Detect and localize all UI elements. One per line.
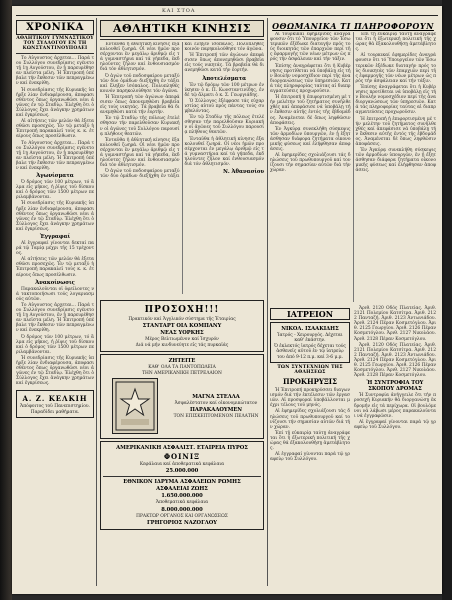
chronika-paragraph: Αἱ αἰτήσεις τῶν μελῶν θά ἐξετασθῶσι προσεχῶς. Ἐν τῷ μεταξύ ἡ Ἐπιτροπή παρακαλεῖ τούς κ. κ. ἑταίρους ὅπως προσέλθωσιν. [16, 257, 94, 278]
chronika-paragraph: Αἱ ἐγγραφαί γίνονται δεκταί παρά τῷ Ταμίᾳ μέχρι τῆς 15 τρέχοντος. [16, 241, 94, 257]
prosochi-title: ΠΡΟΣΟΧΗ!!! [144, 305, 220, 315]
athletic-paragraph: Ἐν τῷ Σταδίῳ τῆς πόλεως ἐτελέσθησαν τήν παρελθοῦσαν Κυριακήν οἱ ἀγῶνες τοῦ Συλλόγου παρουσίᾳ πλήθους θεατῶν. [184, 115, 264, 136]
rome-ad-line: Ἀποθεματικά κεφάλαια [155, 500, 209, 506]
doctor-advertisement [270, 322, 350, 363]
kelkiis-ad-text: Ἀπόφοιτος τοῦ Πανεπιστημίου. Παραδίδει μαθήματα. [20, 404, 90, 415]
petroleum-ad-line: ΚΑΘ' ΟΛΑ ΤΑ ΠΑΝΤΟΠΩΛΕΙΑ [148, 365, 216, 371]
chronika-paragraph: Ὁ δρόμος τῶν 100 μέτρων, τό ἅλμα εἰς μῆκος, ἡ ῥῖψις τοῦ δίσκου καί ὁ δρόμος τῶν 1500 μέτρων περιλαμβάνονται. [16, 180, 94, 201]
chronika-paragraph: Αἱ αἰτήσεις τῶν μελῶν θά ἐξετασθῶσι προσεχῶς. Ἐν τῷ μεταξύ ἡ Ἐπιτροπή παρακαλεῖ τούς κ. κ. ἑταίρους ὅπως προσέλθωσιν. [16, 119, 94, 140]
ottoman-paragraph: Αἱ τουρκικαί ἐφημερίδες ἀναγράφουσιν ὅτι τό Ὑπουργεῖον τῶν Ἐσωτερικῶν ἐξέδωκε διαταγήν πρός τούς διοικητάς τῶν ἐπαρχιῶν περί τῆς ἐφαρμογῆς τῶν νέων μέτρων ὡς πρός τήν ἀσφάλειαν καί τήν τάξιν. [270, 32, 351, 63]
phoenix-brand: ΦΟΙΝΙΞ [163, 452, 201, 462]
petroleum-ad-line: Ἀσφαλέστατον καί οἰκονομικώτατον [174, 400, 258, 406]
chronika-subhead: ΑΘΛΗΤΙΚΟΥ ΓΥΜΝΑΣΤΙΚΟΥ ΤΟΥ ΣΥΛΛΟΓΟΥ ΕΝ ΤΗ ΚΩΝΣΤΑΝΤΙΝΟΥΠΟΛΕΙ [16, 36, 94, 51]
notice-paragraph: Αἱ ἐφημερίδες σχολιάζουσι τάς δηλώσεις τοῦ πρωθυπουργοῦ καί τονίζουσι τήν σημασίαν αὐτῶν διά τήν χώραν. [270, 409, 351, 430]
doctor-text: Ἰατρός - Χειρουργός. Δέχεται καθ' ἑκάστην. [277, 333, 343, 344]
divider [100, 39, 264, 40]
athletic-paragraph: Ὁ ἀγών τοῦ ποδοσφαίρου μεταξύ τῶν δύο ὁμάδων διεξήχθη ἐν τάξει καί ἔληξεν ἰσόπαλος. Πολυπληθές κοινόν παρηκολούθησε τόν ἀγῶνα. [100, 73, 180, 94]
chronika-paragraph: Ἡ συνεδρίασις τῆς Κυριακῆς ὑπῆρξε λίαν ἐνδιαφέρουσα, ἀποφασισθέντος ὅπως ὀργανωθῶσι νέοι ἀγῶνες ἐν τῷ Σταδίῳ. Ἐλέχθη ὅτι ὁ Σύλλογος ἔχει ἀνάγκην χρημάτων καί ἐγκρίσεως. [16, 87, 94, 119]
petroleum-brand: ΜΑΓΝΑ ΣΤΕΛΛΑ [192, 393, 240, 400]
kelkiis-ad-title: Α. Ζ. ΚΕΛΚΙΗ [22, 394, 88, 404]
petroleum-ad-body [103, 376, 261, 436]
standard-oil-line: Μέρος Βελτιωμένον καί Ἰσχυρόν [145, 337, 219, 343]
athletic-paragraph: Ἐν τῷ δρόμῳ τῶν 100 μέτρων ἐνίκησεν ὁ κ. Π. Κωνσταντινίδης, ἐν δέ τῷ ἅλματι ὁ κ. Σ. Γεωργιάδης. [184, 82, 264, 98]
doctor-name: ΝΙΚΟΛ. ΙΣΑΑΚΙΔΗΣ [281, 326, 339, 332]
agent-line: ΠΡΑΚΤΩΡ ΟΡΓΑΝΟΣ ΚΑΙ ΟΡΓΑΝΩΣΕΩΣ [136, 513, 228, 519]
rome-insurance-title: ΕΘΝΙΚΟΝ ΙΔΡΥΜΑ ΑΣΦΑΛΕΙΩΝ ΡΩΜΗΣ [123, 479, 241, 486]
standard-oil-brand: ΣΤΑΝΤΑΡΤ ΟΙΛ ΚΟΜΠΑΝΥ [142, 323, 222, 330]
chronika-paragraph: Το Αὐγουστος ἀρχεται... Παρά του Συλλόγου συνεδρίασις εγένετο τῇ 1ῃ Αυγούστου, ἐν ᾗ παρευρέθησαν πλεῖστα μέλη. Ἡ Ἐπιτροπή ὑπέβαλε τήν ἔκθεσιν τῶν πεπραγμένων καί ἐνεκρίθη. [16, 56, 94, 87]
petroleum-ad-title: ΖΗΤΕΙΤΕ [168, 358, 196, 365]
ottoman-paragraph: Ἡ ἐπιτροπή ἡ ἐπιφορτισμένη μέ τήν μελέτην τοῦ ζητήματος συνῆλθε χθές καί ἀπεφάσισε νά ὑποβάλῃ τήν ἔκθεσιν αὐτῆς ἐντός τῆς ἑβδομάδος. Ἀναμένεται δέ ὅπως ληφθῶσιν ἀποφάσεις. [270, 95, 351, 126]
syntrofia-heading: Ἡ ΣΥΝΤΡΟΦΙΑ ΤΟΥ ΣΚΟΠΟΥ ΔΡΟΜΑΣ [366, 380, 424, 393]
athletic-paragraph: Ἐνταῦθα ἡ ἀθλητική κίνησις ἐξακολουθεῖ ζωηρά. Οἱ νέοι ἡμῶν προσέρχονται ἐν μεγάλῳ ἀριθμῷ εἰς τά γυμναστήρια καί τά γήπεδα, ἐκδηλοῦντες ζῆλον καί ἐνθουσιασμόν διά τόν ἀθλητισμόν. [184, 136, 264, 167]
syntrofia-paragraph: Ἡ Συντροφία ἀνήγγειλε ὅτι τήν προσεχῆ Κυριακήν θά διοργανώσῃ ἐκδρομήν εἰς τά περίχωρα. Οἱ βουλόμενοι νά λάβωσι μέρος παρακαλοῦνται νά ἐγγραφῶσιν. [354, 393, 436, 419]
ottoman-paragraph: Ἐπίσης ἀναγράφεται ὅτι ἡ Κυβέρνησις προτίθεται νά ὑποβάλῃ εἰς τήν Βουλήν νομοσχέδιον περί τῆς ἀναδιοργανώσεως τῶν ὑπηρεσιῶν. Κατά τάς πληροφορίας ταύτας αἱ διαπραγματεύσεις προχωροῦσιν. [355, 84, 436, 116]
ottoman-text-block [270, 32, 436, 302]
divider [103, 476, 261, 477]
star-tin-can-icon [112, 378, 158, 434]
phoenix-amount: 25.000.000 [165, 468, 199, 475]
chronika-heading: Ἀνακοίνωσις [35, 279, 75, 286]
newspaper-page [12, 6, 442, 594]
petroleum-advertisement [100, 354, 264, 439]
phoenix-insurance-advertisement [100, 441, 264, 530]
athletic-paragraph: Ἡ Ἐπιτροπή τῶν ἀγώνων ἀπεφάσισεν ὅπως ἀπονεμηθῶσι βραβεῖα εἰς τούς νικητάς. Τά βραβεῖα θά διανεμηθῶσι κατά τήν ἑορτήν. [184, 53, 264, 74]
ottoman-paragraph: Ἐν Ἀγκύρᾳ συνεκλήθη σύσκεψις τῶν ἁρμοδίων ὑπουργῶν, ἐν ᾗ ἐξητάσθησαν διάφορα ζητήματα οἰκονομικῆς φύσεως καί ἐλήφθησαν ἀποφάσεις. [355, 148, 436, 174]
chronika-heading: Ἀγωνίσματα [36, 173, 74, 180]
athletic-paragraph: Ὁ ἀγών τοῦ ποδοσφαίρου μεταξύ τῶν δύο ὁμάδων διεξήχθη ἐν τάξει καί ἔληξεν ἰσόπαλος. Πολυπληθές κοινόν παρηκολούθησε τόν ἀγῶνα. [100, 42, 264, 180]
ottoman-lower-right [354, 306, 436, 463]
ottoman-masthead: ΟΘΩΜΑΝΙΚΑ ΤΙ ΠΛΗΡΟΦΟΡΟΥΝ [272, 21, 434, 31]
ottoman-lower-section [270, 306, 436, 463]
divider [16, 53, 94, 54]
notice-paragraph: Ἐπί τῇ εὐκαιρίᾳ ταύτῃ ἀναγράφεται ὅτι ἡ ἐξωτερική πολιτική τῆς χώρας θά ἐξακολουθήσῃ ἀμετάβλητος. [270, 430, 351, 452]
ottoman-paragraph: Αἱ τουρκικαί ἐφημερίδες ἀναγράφουσιν ὅτι τό Ὑπουργεῖον τῶν Ἐσωτερικῶν ἐξέδωκε διαταγήν πρός τούς διοικητάς τῶν ἐπαρχιῶν περί τῆς ἐφαρμογῆς τῶν νέων μέτρων ὡς πρός τήν ἀσφάλειαν καί τήν τάξιν. [355, 53, 436, 84]
iatreion-title: ΙΑΤΡΕΙΟΝ [270, 308, 350, 320]
standard-oil-brand-city: ΝΕΑΣ ΥΟΡΚΗΣ [160, 330, 204, 337]
chronika-paragraph: Παρακαλοῦνται οἱ ὀφείλοντες νά τακτοποιήσωσι τούς λογαριασμούς αὐτῶν. [16, 286, 94, 302]
chronika-paragraph: Ὁ δρόμος τῶν 100 μέτρων, τό ἅλμα εἰς μῆκος, ἡ ῥῖψις τοῦ δίσκου καί ὁ δρόμος τῶν 1500 μέτρων περιλαμβάνονται. [16, 334, 94, 355]
chronika-heading: Ἐγγραφαί [39, 234, 71, 240]
phoenix-ad-line: Κεφάλαια καί ἀποθεματικά κεφάλαια [139, 462, 225, 468]
petroleum-ad-line: ΤΗΝ ΑΜΕΡΙΚΑΝΙΚΗ ΠΕΤΡΕΛΑΙΟΝ [142, 370, 222, 376]
kelkiis-advertisement [16, 390, 94, 418]
athletic-paragraph: Ἐνταῦθα ἡ ἀθλητική κίνησις ἐξακολουθεῖ ζωηρά. Οἱ νέοι ἡμῶν προσέρχονται ἐν μεγάλῳ ἀριθμῷ εἰς τά γυμναστήρια καί τά γήπεδα, ἐκδηλοῦντες ζῆλον καί ἐνθουσιασμόν διά τόν ἀθλητισμόν. [100, 137, 180, 169]
athletic-signature: Ν. Ἀθανασίου [223, 169, 264, 176]
star-emblem-icon [113, 379, 157, 433]
athletic-paragraph: Ὁ Σύλλογος ἐξέφρασε τάς εὐχαριστίας αὐτοῦ πρός πάντας τούς συμβαλόντας. [184, 98, 264, 115]
rome-reserve-amount: 8.000.000.000 [161, 506, 203, 513]
ottoman-lower-left [270, 306, 350, 463]
page-folio: ΚΑΙ ΣΤΟΑ [162, 8, 196, 14]
rome-amount: 1.650.000.000 [161, 493, 203, 500]
column-athletic [100, 20, 264, 586]
syntrofia-paragraph: Αἱ ἐγγραφαί γίνονται παρά τῷ γραφείῳ τοῦ Συλλόγου. [354, 419, 436, 430]
top-rule [16, 15, 438, 16]
athletic-text-block [100, 42, 264, 294]
petroleum-ad-text [171, 393, 261, 420]
column-rule-2 [267, 18, 268, 586]
doctor-text: Ὁ ἐκλεκτός ἰατρός δέχεται τούς ἀσθενεῖς αὐτοῦ ἐν τῷ ἰατρείῳ του ἀπό 9-12 π.μ. καί 3-6 μ.μ. [274, 343, 346, 360]
chronika-paragraph: Ἡ συνεδρίασις τῆς Κυριακῆς ὑπῆρξε λίαν ἐνδιαφέρουσα, ἀποφασισθέντος ὅπως ὀργανωθῶσι νέοι ἀγῶνες ἐν τῷ Σταδίῳ. Ἐλέχθη ὅτι ὁ Σύλλογος ἔχει ἀνάγκην χρημάτων καί ἐγκρίσεως. [16, 201, 94, 232]
chronika-paragraph: Το Αὐγουστος ἀρχεται... Παρά του Συλλόγου συνεδρίασις εγένετο τῇ 1ῃ Αυγούστου, ἐν ᾗ παρευρέθησαν πλεῖστα μέλη. Ἡ Ἐπιτροπή ὑπέβαλε τήν ἔκθεσιν τῶν πεπραγμένων καί ἐνεκρίθη. [16, 302, 94, 334]
standard-oil-advertisement [100, 300, 264, 352]
ottoman-paragraph: Ἡ ἐπιτροπή ἡ ἐπιφορτισμένη μέ τήν μελέτην τοῦ ζητήματος συνῆλθε χθές καί ἀπεφάσισε νά ὑποβάλῃ τήν ἔκθεσιν αὐτῆς ἐντός τῆς ἑβδομάδος. Ἀναμένεται δέ ὅπως ληφθῶσιν ἀποφάσεις. [355, 116, 436, 147]
notice-paragraph: Ἡ Ἐπιτροπή προκηρύσσει διαγωνισμόν διά τήν ἐκτέλεσιν τῶν ἐργασιῶν. Αἱ προσφοραί ὑποβάλλονται μέχρι τέλους τοῦ μηνός. [270, 388, 350, 409]
ottoman-paragraph: Αἱ ἐφημερίδες σχολιάζουσι τάς δηλώσεις τοῦ πρωθυπουργοῦ καί τονίζουσι τήν σημασίαν αὐτῶν διά τήν χώραν. [270, 153, 351, 174]
athletic-paragraph: Ἐν τῷ Σταδίῳ τῆς πόλεως ἐτελέσθησαν τήν παρελθοῦσαν Κυριακήν οἱ ἀγῶνες τοῦ Συλλόγου παρουσίᾳ πλήθους θεατῶν. [100, 116, 180, 137]
agent-name: ΓΡΗΓΟΡΙΟΣ ΝΑΖΟΓΛΟΥ [146, 520, 217, 527]
notice-heading: ΤΩΝ ΣΥΝΤΕΧΝΙΩΝ ΤΗΣ ΑΘΛΗΣΕΩΣ [277, 365, 343, 376]
ottoman-paragraph: Ἐν Ἀγκύρᾳ συνεκλήθη σύσκεψις τῶν ἁρμοδίων ὑπουργῶν, ἐν ᾗ ἐξητάσθησαν διάφορα ζητήματα οἰκονομικῆς φύσεως καί ἐλήφθησαν ἀποφάσεις. [270, 126, 351, 153]
athletic-paragraph: Ἐνταῦθα ἡ ἀθλητική κίνησις ἐξακολουθεῖ ζωηρά. Οἱ νέοι ἡμῶν προσέρχονται ἐν μεγάλῳ ἀριθμῷ εἰς τά γυμναστήρια καί τά γήπεδα, ἐκδηλοῦντες ζῆλον καί ἐνθουσιασμόν διά τόν ἀθλητισμόν. [100, 42, 180, 73]
ottoman-paragraph: Ἐπίσης ἀναγράφεται ὅτι ἡ Κυβέρνησις προτίθεται νά ὑποβάλῃ εἰς τήν Βουλήν νομοσχέδιον περί τῆς ἀναδιοργανώσεως τῶν ὑπηρεσιῶν. Κατά τάς πληροφορίας ταύτας αἱ διαπραγματεύσεις προχωροῦσιν. [270, 63, 351, 95]
notice-paragraph: Αἱ ἐγγραφαί γίνονται παρά τῷ γραφείῳ τοῦ Συλλόγου. [270, 452, 350, 463]
column-ottoman [270, 20, 436, 586]
standard-oil-line: Διά νά μήν κινδυνεύητε εἰς τάς πυρκαϊάς [135, 342, 229, 348]
column-rule-1 [96, 18, 97, 586]
page-binding-shadow [0, 0, 12, 600]
athletic-paragraph: Ἡ Ἐπιτροπή τῶν ἀγώνων ἀπεφάσισεν ὅπως ἀπονεμηθῶσι βραβεῖα εἰς τούς νικητάς. Τά βραβεῖα θά διανεμηθῶσι κατά τήν ἑορτήν. [100, 94, 180, 116]
ottoman-paragraph: Ἐπί τῇ εὐκαιρίᾳ ταύτῃ ἀναγράφεται ὅτι ἡ ἐξωτερική πολιτική τῆς χώρας θά ἐξακολουθήσῃ ἀμετάβλητος. [355, 32, 436, 53]
address-list: Ἀριθ. 2120 Οδός Πλατείας. Ἀριθ. 2121 Πολεμίου Κατσίτρα. Ἀριθ. 2122 Πανταζή. Ἀριθ. 2123 Ἀντωνιάδου. Ἀριθ. 2124 Πέραν Κοσμετόγλου. Ἀριθ. 2125 Γεωργίου. Ἀριθ. 2126 Πέραν Κοσμετόγλου. Ἀριθ. 2127 Νικολάου. Ἀριθ. 2128 Πέραν Κοσμετόγλου. [354, 342, 436, 379]
column-chronika [16, 20, 94, 586]
chronika-paragraph: Το Αὐγουστος ἀρχεται... Παρά του Συλλόγου συνεδρίασις εγένετο τῇ 1ῃ Αυγούστου, ἐν ᾗ παρευρέθησαν πλεῖστα μέλη. Ἡ Ἐπιτροπή ὑπέβαλε τήν ἔκθεσιν τῶν πεπραγμένων καί ἐνεκρίθη. [16, 140, 94, 171]
chronika-paragraph: Ἡ συνεδρίασις τῆς Κυριακῆς ὑπῆρξε λίαν ἐνδιαφέρουσα, ἀποφασισθέντος ὅπως ὀργανωθῶσι νέοι ἀγῶνες ἐν τῷ Σταδίῳ. Ἐλέχθη ὅτι ὁ Σύλλογος ἔχει ἀνάγκην χρημάτων καί ἐγκρίσεως. [16, 355, 94, 387]
athletic-masthead: ΑΘΛΗΤΙΚΗ ΚΙΝΗΣΙΣ [100, 20, 264, 37]
phoenix-ad-title: ΑΜΕΡΙΚΑΝΙΚΗ ΑΣΦΑΛΙΣΤ. ΕΤΑΙΡΕΙΑ ΠΥΡΟΣ [116, 445, 248, 452]
chronika-masthead: ΧΡΟΝΙΚΑ [16, 20, 94, 35]
life-insurance-line: ΑΣΦΑΛΕΙΑΙ ΖΩΗΣ [156, 486, 208, 493]
prokiryxis-title: ΠΡΟΚΗΡΥΞΙΣ [282, 377, 338, 387]
petroleum-ad-line: ΤΟΝ ΕΠΙΣΚΕΠΤΟΜΕΝΟΝ ΠΕΛΑΤΗΝ [173, 414, 259, 420]
address-list: Ἀριθ. 2120 Οδός Πλατείας. Ἀριθ. 2121 Πολεμίου Κατσίτρα. Ἀριθ. 2122 Πανταζή. Ἀριθ. 2123 Ἀντωνιάδου. Ἀριθ. 2124 Πέραν Κοσμετόγλου. Ἀριθ. 2125 Γεωργίου. Ἀριθ. 2126 Πέραν Κοσμετόγλου. Ἀριθ. 2127 Νικολάου. Ἀριθ. 2128 Πέραν Κοσμετόγλου. [354, 306, 436, 342]
standard-oil-line: Πρακτικόν καί Ἀγγλικόν σύστημα τῆς Ἑταιρίας [128, 317, 236, 322]
petroleum-ad-line: ΠΑΡΑΚΑΛΟΥΜΕΝ [189, 407, 243, 414]
page-right-edge [442, 0, 452, 600]
athletic-heading: Ἀποτελέσματα [202, 75, 247, 82]
